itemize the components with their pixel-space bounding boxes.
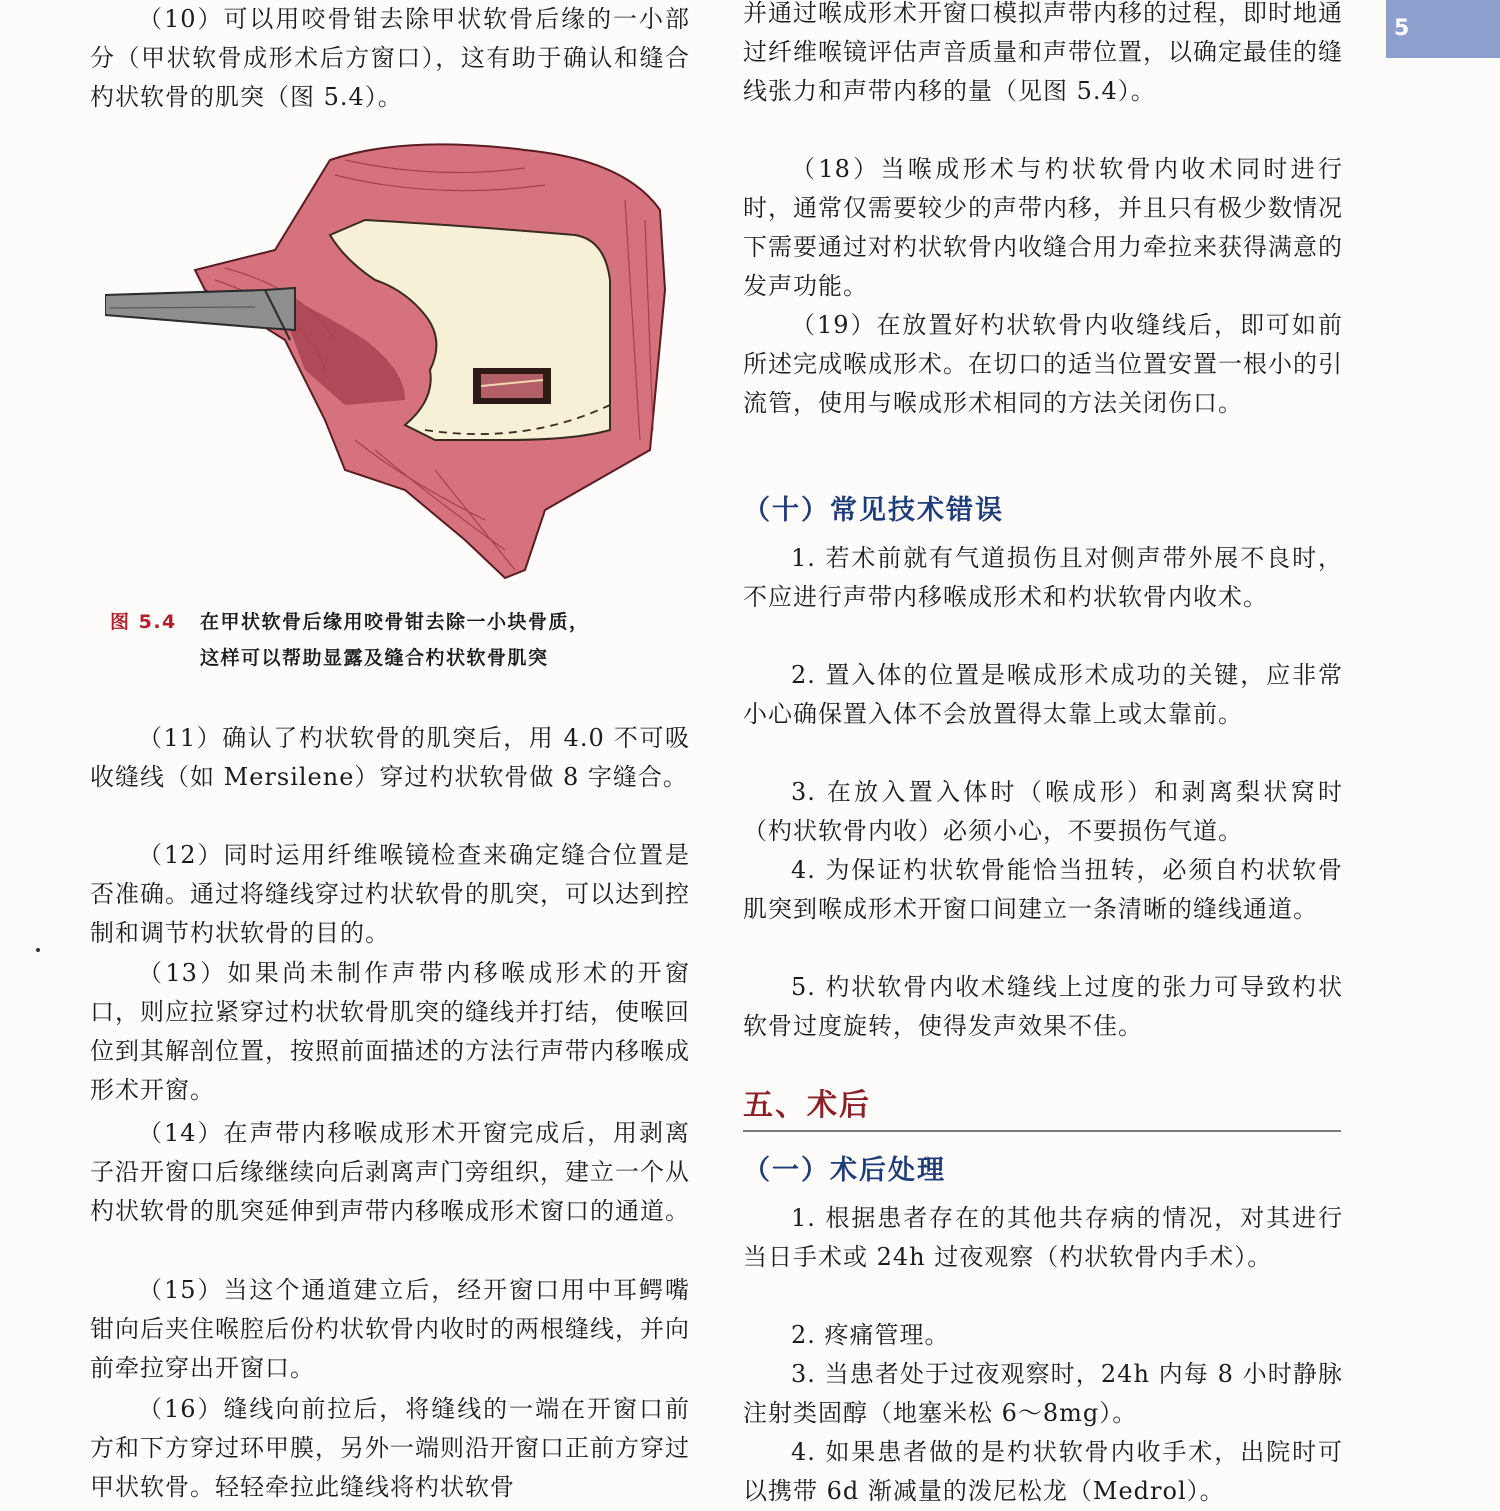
caption-line-2: 这样可以帮助显露及缝合杓状软骨肌突 xyxy=(200,647,549,669)
postop-item-4: 4. 如果患者做的是杓状软骨内收手术，出院时可以携带 6d 渐减量的泼尼松龙（Medrol）。 xyxy=(743,1438,1343,1505)
paragraph-14: （14）在声带内移喉成形术开窗完成后，用剥离子沿开窗口后缘继续向后剥离声门旁组织，建立一个从杓状软骨的肌突延伸到声带内移喉成形术窗口的通道。 xyxy=(90,1119,690,1225)
postop-item-3: 3. 当患者处于过夜观察时，24h 内每 8 小时静脉注射类固醇（地塞米松 6～8mg）。 xyxy=(743,1360,1343,1427)
heading-postop-care: （一）术后处理 xyxy=(743,1155,946,1186)
larynx-illustration xyxy=(105,140,685,580)
paragraph-19: （19）在放置好杓状软骨内收缝线后，即可如前所述完成喉成形术。在切口的适当位置安置一根小的引流管，使用与喉成形术相同的方法关闭伤口。 xyxy=(743,311,1343,417)
paragraph-15: （15）当这个通道建立后，经开窗口用中耳鳄嘴钳向后夹住喉腔后份杓状软骨内收时的两根缝线，并向前牵拉穿出开窗口。 xyxy=(90,1276,690,1382)
postop-item-1: 1. 根据患者存在的其他共存病的情况，对其进行当日手术或 24h 过夜观察（杓状软骨内手术）。 xyxy=(743,1204,1343,1271)
heading-common-errors: （十）常见技术错误 xyxy=(743,495,1004,526)
paragraph-12: （12）同时运用纤维喉镜检查来确定缝合位置是否准确。通过将缝线穿过杓状软骨的肌突，可以达到控制和调节杓状软骨的目的。 xyxy=(90,841,690,947)
paragraph-11: （11）确认了杓状软骨的肌突后，用 4.0 不可吸收缝线（如 Mersilene）穿过杓状软骨做 8 字缝合。 xyxy=(90,724,690,791)
heading-postoperative: 五、术后 xyxy=(743,1088,871,1123)
paragraph-17-continued: 并通过喉成形术开窗口模拟声带内移的过程，即时地通过纤维喉镜评估声音质量和声带位置，以确定最佳的缝线张力和声带内移的量（见图 5.4）。 xyxy=(743,0,1343,105)
paragraph-10: （10）可以用咬骨钳去除甲状软骨后缘的一小部分（甲状软骨成形术后方窗口），这有助于确认和缝合杓状软骨的肌突（图 5.4）。 xyxy=(90,5,690,111)
figure-label: 图 5.4 xyxy=(110,611,177,633)
chapter-tab xyxy=(1386,0,1500,58)
section-rule xyxy=(743,1130,1341,1132)
paragraph-18: （18）当喉成形术与杓状软骨内收术同时进行时，通常仅需要较少的声带内移，并且只有极少数情况下需要通过对杓状软骨内收缝合用力牵拉来获得满意的发声功能。 xyxy=(743,155,1343,300)
error-item-5: 5. 杓状软骨内收术缝线上过度的张力可导致杓状软骨过度旋转，使得发声效果不佳。 xyxy=(743,973,1343,1040)
stray-mark xyxy=(36,948,40,952)
paragraph-16: （16）缝线向前拉后，将缝线的一端在开窗口前方和下方穿过环甲膜，另外一端则沿开窗口正前方穿过甲状软骨。轻轻牵拉此缝线将杓状软骨 xyxy=(90,1395,690,1501)
paragraph-13: （13）如果尚未制作声带内移喉成形术的开窗口，则应拉紧穿过杓状软骨肌突的缝线并打结，使喉回位到其解剖位置，按照前面描述的方法行声带内移喉成形术开窗。 xyxy=(90,959,690,1104)
postop-item-2: 2. 疼痛管理。 xyxy=(791,1321,950,1349)
error-item-2: 2. 置入体的位置是喉成形术成功的关键，应非常小心确保置入体不会放置得太靠上或太靠前。 xyxy=(743,661,1343,728)
caption-line-1: 在甲状软骨后缘用咬骨钳去除一小块骨质， xyxy=(200,611,590,633)
error-item-4: 4. 为保证杓状软骨能恰当扭转，必须自杓状软骨肌突到喉成形术开窗口间建立一条清晰的缝线通道。 xyxy=(743,856,1343,923)
error-item-3: 3. 在放入置入体时（喉成形）和剥离梨状窝时（杓状软骨内收）必须小心，不要损伤气道。 xyxy=(743,778,1343,845)
chapter-number: 5 xyxy=(1394,16,1410,41)
error-item-1: 1. 若术前就有气道损伤且对侧声带外展不良时，不应进行声带内移喉成形术和杓状软骨内收术。 xyxy=(743,544,1343,611)
